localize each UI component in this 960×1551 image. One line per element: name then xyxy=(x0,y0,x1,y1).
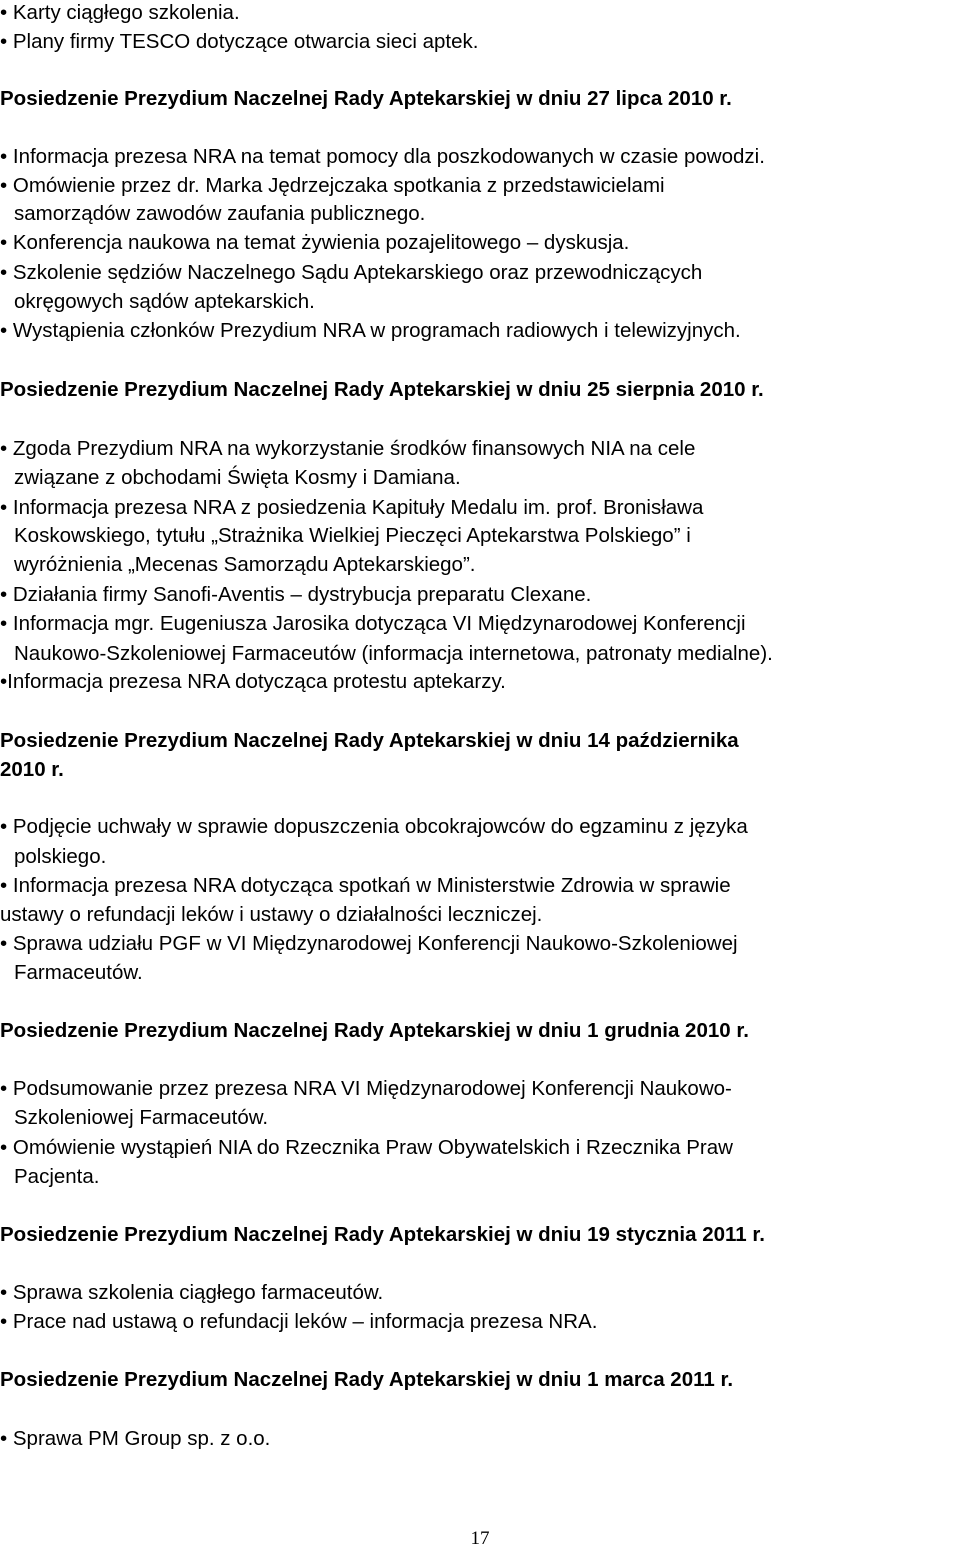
bullet-continuation: okręgowych sądów aptekarskich. xyxy=(14,290,315,313)
bullet-item: • Informacja prezesa NRA dotycząca spotkań w Ministerstwie Zdrowia w sprawie xyxy=(0,874,731,897)
bullet-item: • Karty ciągłego szkolenia. xyxy=(0,1,240,24)
bullet-item: • Sprawa udziału PGF w VI Międzynarodowej Konferencji Naukowo-Szkoleniowej xyxy=(0,932,738,955)
bullet-item: • Omówienie przez dr. Marka Jędrzejczaka spotkania z przedstawicielami xyxy=(0,174,665,197)
bullet-item: • Omówienie wystąpień NIA do Rzecznika Praw Obywatelskich i Rzecznika Praw xyxy=(0,1136,733,1159)
bullet-item: • Plany firmy TESCO dotyczące otwarcia sieci aptek. xyxy=(0,30,479,53)
bullet-item: • Działania firmy Sanofi-Aventis – dystrybucja preparatu Clexane. xyxy=(0,583,592,606)
bullet-continuation: ustawy o refundacji leków i ustawy o działalności leczniczej. xyxy=(0,903,543,926)
section-heading-continuation: 2010 r. xyxy=(0,758,64,781)
bullet-item: • Informacja prezesa NRA na temat pomocy dla poszkodowanych w czasie powodzi. xyxy=(0,145,765,168)
bullet-continuation: Pacjenta. xyxy=(14,1165,100,1188)
bullet-continuation: polskiego. xyxy=(14,845,107,868)
bullet-item: • Szkolenie sędziów Naczelnego Sądu Aptekarskiego oraz przewodniczących xyxy=(0,261,703,284)
section-heading: Posiedzenie Prezydium Naczelnej Rady Aptekarskiej w dniu 27 lipca 2010 r. xyxy=(0,87,732,110)
bullet-continuation: wyróżnienia „Mecenas Samorządu Aptekarskiego”. xyxy=(14,553,476,576)
bullet-continuation: samorządów zawodów zaufania publicznego. xyxy=(14,202,426,225)
bullet-item: • Informacja prezesa NRA z posiedzenia Kapituły Medalu im. prof. Bronisława xyxy=(0,496,704,519)
bullet-item: • Podsumowanie przez prezesa NRA VI Międzynarodowej Konferencji Naukowo- xyxy=(0,1077,732,1100)
bullet-item: • Zgoda Prezydium NRA na wykorzystanie środków finansowych NIA na cele xyxy=(0,437,696,460)
bullet-continuation: Szkoleniowej Farmaceutów. xyxy=(14,1106,269,1129)
bullet-item: • Konferencja naukowa na temat żywienia pozajelitowego – dyskusja. xyxy=(0,231,630,254)
bullet-continuation: Naukowo-Szkoleniowej Farmaceutów (informacja internetowa, patronaty medialne). xyxy=(14,642,773,665)
bullet-item: • Sprawa PM Group sp. z o.o. xyxy=(0,1427,271,1450)
bullet-item: •Informacja prezesa NRA dotycząca protestu aptekarzy. xyxy=(0,670,506,693)
bullet-continuation: Koskowskiego, tytułu „Strażnika Wielkiej Pieczęci Aptekarstwa Polskiego” i xyxy=(14,524,691,547)
bullet-item: • Wystąpienia członków Prezydium NRA w programach radiowych i telewizyjnych. xyxy=(0,319,741,342)
bullet-continuation: związane z obchodami Święta Kosmy i Damiana. xyxy=(14,466,461,489)
bullet-item: • Informacja mgr. Eugeniusza Jarosika dotycząca VI Międzynarodowej Konferencji xyxy=(0,612,746,635)
section-heading: Posiedzenie Prezydium Naczelnej Rady Aptekarskiej w dniu 14 października xyxy=(0,729,739,752)
bullet-item: • Prace nad ustawą o refundacji leków – informacja prezesa NRA. xyxy=(0,1310,598,1333)
bullet-item: • Sprawa szkolenia ciągłego farmaceutów. xyxy=(0,1281,384,1304)
bullet-continuation: Farmaceutów. xyxy=(14,961,143,984)
page-number: 17 xyxy=(470,1528,490,1549)
section-heading: Posiedzenie Prezydium Naczelnej Rady Aptekarskiej w dniu 1 grudnia 2010 r. xyxy=(0,1019,749,1042)
section-heading: Posiedzenie Prezydium Naczelnej Rady Aptekarskiej w dniu 25 sierpnia 2010 r. xyxy=(0,378,764,401)
section-heading: Posiedzenie Prezydium Naczelnej Rady Aptekarskiej w dniu 19 stycznia 2011 r. xyxy=(0,1223,765,1246)
bullet-item: • Podjęcie uchwały w sprawie dopuszczenia obcokrajowców do egzaminu z języka xyxy=(0,815,748,838)
section-heading: Posiedzenie Prezydium Naczelnej Rady Aptekarskiej w dniu 1 marca 2011 r. xyxy=(0,1368,734,1391)
